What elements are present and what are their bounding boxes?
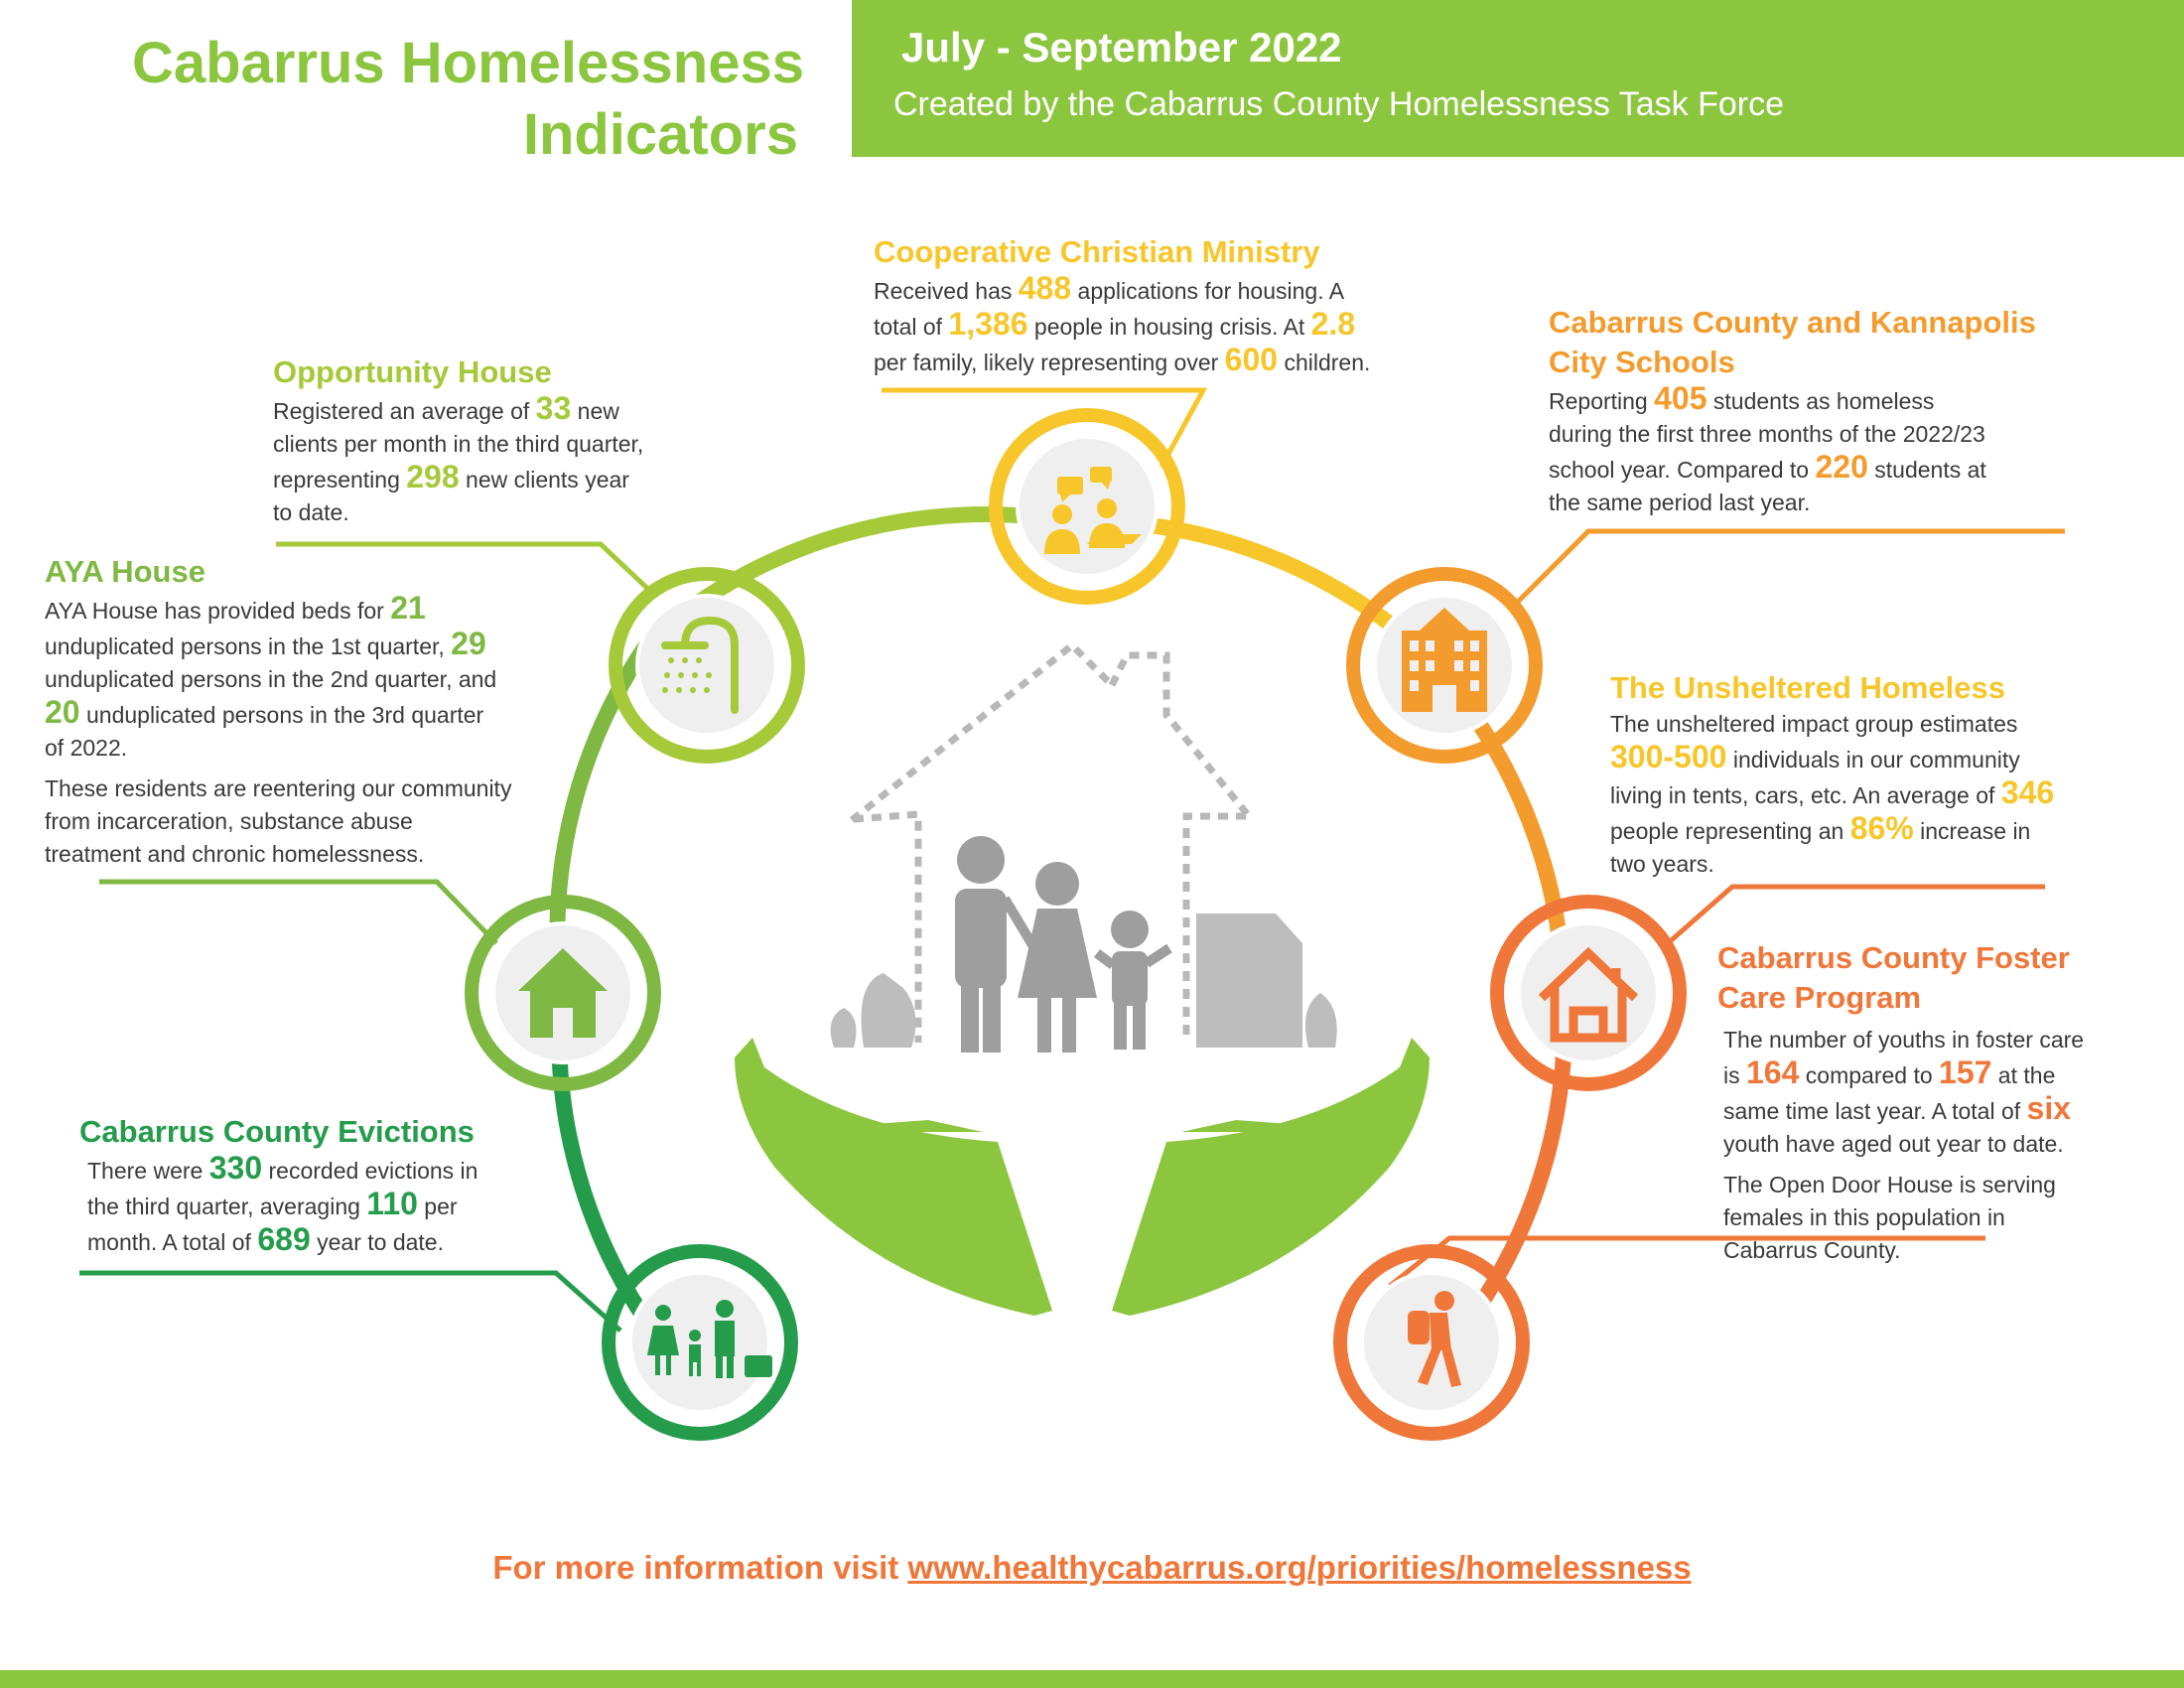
meeting-node [996,415,1178,598]
stat-number: 298 [406,459,460,494]
schools-title: Cabarrus County and Kannapolis City Schools [1549,305,2036,379]
footer-link[interactable]: www.healthycabarrus.org/priorities/homelessness [907,1549,1692,1586]
schools-block [1549,303,2105,519]
period-label: July - September 2022 [901,24,1342,70]
opportunity-house-text: Registered an average of 33 new clients per month in the third quarter, representing 298 new clients year to date. [273,390,644,525]
aya-house-text: AYA House has provided beds for 21 unduplicated persons in the 1st quarter, 29 unduplicated persons in the 2nd quarter, and 20 unduplicated persons in the 3rd quarter of 2022. [45,590,497,761]
title-line-1: Cabarrus Homelessness [132,31,804,95]
leader-line [99,882,496,943]
evictions-block [79,1112,596,1259]
stat-number: 86% [1849,810,1914,846]
shower-node [615,574,798,757]
unsheltered-text: The unsheltered impact group estimates 300-500 individuals in our community living in tents, cars, etc. An average of 346 people representing an 86% increase in two years. [1610,711,2055,877]
aya-house-note: These residents are reentering our community from incarceration, substance abuse treatment and chronic homelessness. [45,775,512,867]
stat-number: 20 [45,694,80,730]
title-line-2: Indicators [522,102,798,167]
stat-number: 330 [208,1150,263,1186]
ccm-title: Cooperative Christian Ministry [874,234,1320,269]
stat-number: 21 [390,590,426,626]
stat-number: 488 [1018,270,1072,306]
stat-number: 405 [1654,380,1707,416]
school-node [1353,574,1536,757]
leader-line [1668,887,2045,943]
ccm-text: Received has 488 applications for housing. A total of 1,386 people in housing crisis. At 2.8 per family, likely representing over 600 children. [874,270,1371,377]
stat-number: 300-500 [1610,739,1727,774]
stat-number: 220 [1815,449,1868,485]
subtitle: Created by the Cabarrus County Homelessness Task Force [893,85,1784,123]
stat-number: six [2026,1090,2072,1126]
schools-text: Reporting 405 students as homeless during the first three months of the 2022/23 school year. Compared to 220 students at the same period last year. [1549,380,1986,515]
stat-number: 689 [257,1221,311,1257]
bottom-bar [0,1670,2184,1688]
foster-home-node [1497,902,1680,1084]
stat-number: 1,386 [948,306,1028,342]
caring-hands-icon [735,1038,1430,1316]
evictions-text: There were 330 recorded evictions in the third quarter, averaging 110 per month. A total of 689 year to date. [87,1150,478,1257]
hiker-node [1340,1251,1523,1434]
stat-number: 346 [2000,774,2055,810]
unsheltered-title: The Unsheltered Homeless [1610,670,2005,705]
foster-care-block [1717,938,2154,1267]
footer-prefix: For more information visit [492,1549,908,1586]
stat-number: 29 [451,626,486,661]
opportunity-house-block [273,352,730,529]
foster-care-text: The number of youths in foster care is 164 compared to 157 at the same time last year. A total of six youth have aged out year to date. [1723,1027,2085,1157]
evictions-title: Cabarrus County Evictions [79,1114,475,1149]
stat-number: 33 [535,390,572,426]
footer-info [0,1549,2184,1587]
leader-line [79,1273,620,1331]
ccm-block [874,232,1489,379]
aya-house-block [45,552,601,871]
foster-care-title: Cabarrus County Foster Care Program [1717,940,2070,1015]
stat-number: 2.8 [1310,306,1356,342]
stat-number: 600 [1224,342,1279,377]
opportunity-house-title: Opportunity House [273,354,552,389]
stat-number: 157 [1939,1055,1992,1090]
aya-house-title: AYA House [45,554,205,589]
stat-number: 164 [1746,1055,1800,1090]
family-silhouette-icon [955,836,1169,1053]
stat-number: 110 [366,1186,418,1221]
foster-care-note: The Open Door House is serving females in this population in Cabarrus County. [1723,1172,2056,1263]
unsheltered-block [1610,668,2126,881]
family-node [609,1251,791,1434]
house-node [472,902,654,1084]
leader-line [1514,531,2065,606]
